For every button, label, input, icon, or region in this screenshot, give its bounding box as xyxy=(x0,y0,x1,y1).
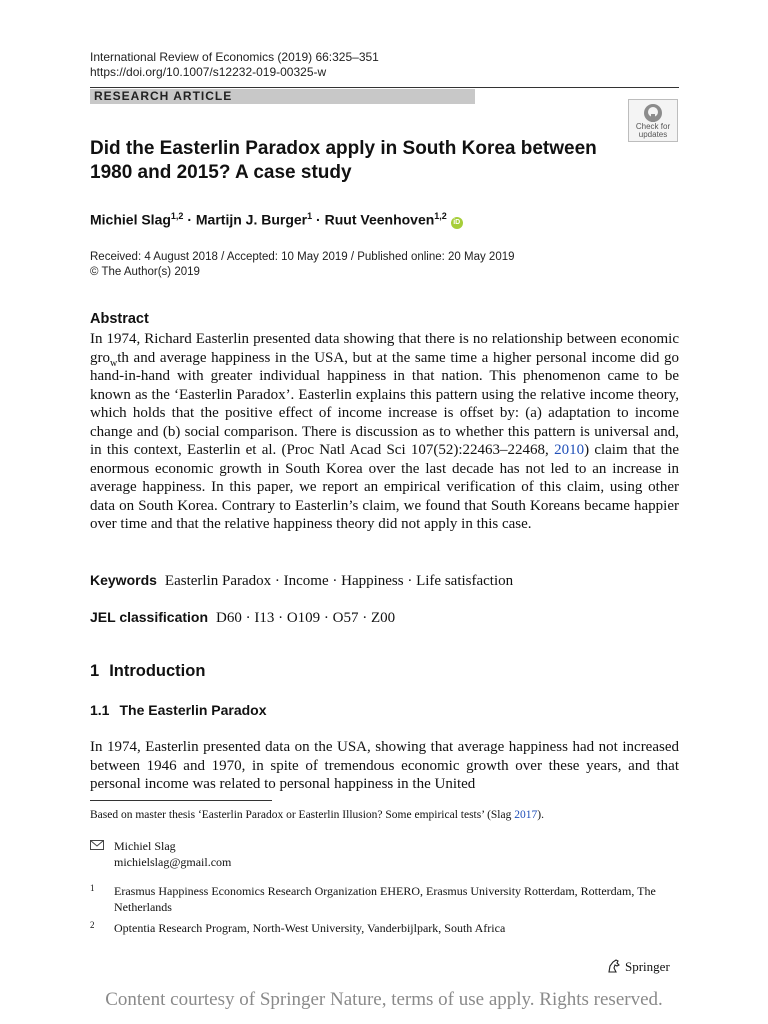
subsection-heading xyxy=(90,702,267,718)
check-for-updates-icon xyxy=(642,103,664,123)
publisher-name: Springer xyxy=(625,959,670,974)
springer-logo xyxy=(606,958,670,976)
affiliation xyxy=(90,920,679,936)
journal-citation: International Review of Economics (2019) 66:325–351 xyxy=(90,50,379,64)
affiliation-number: 2 xyxy=(90,920,95,930)
affiliation xyxy=(90,883,679,915)
keywords xyxy=(90,571,513,590)
author-name[interactable]: Martijn J. Burger xyxy=(195,211,308,228)
keywords-value: Easterlin Paradox · Income · Happiness · Life satisfaction xyxy=(164,573,514,589)
abstract-subscript: w xyxy=(110,357,118,369)
affiliation-text: Erasmus Happiness Economics Research Organization EHERO, Erasmus University Rotterdam, Rotterdam, The Netherlands xyxy=(114,884,656,914)
contact-name: Michiel Slag xyxy=(114,839,176,853)
keywords-label: Keywords xyxy=(90,572,157,588)
footnote-citation-link[interactable]: 2017 xyxy=(514,809,538,821)
author-affiliation-ref: 1 xyxy=(307,211,313,221)
abstract-heading: Abstract xyxy=(90,311,149,327)
footnote-text: Based on master thesis ‘Easterlin Paradox or Easterlin Illusion? Some empirical tests’ (Slag xyxy=(90,809,515,821)
affiliation-number: 1 xyxy=(90,883,95,893)
doi-link[interactable]: https://doi.org/10.1007/s12232-019-00325-w xyxy=(90,65,327,79)
history-dates: Received: 4 August 2018 / Accepted: 10 May 2019 / Published online: 20 May 2019 xyxy=(90,251,515,263)
footnote-end: ). xyxy=(537,809,544,821)
affiliation-text: Optentia Research Program, North-West University, Vanderbijlpark, South Africa xyxy=(114,921,506,935)
abstract-text: In 1974, Richard Easterlin presented data showing that there is no relationship between economic gro xyxy=(90,331,679,366)
contact-email[interactable]: michielslag@gmail.com xyxy=(114,855,232,869)
check-updates-label-1: Check for xyxy=(635,122,671,131)
subsection-number: 1.1 xyxy=(90,702,110,718)
author-separator: · xyxy=(187,211,192,228)
springer-horse-icon xyxy=(606,958,622,974)
orcid-icon[interactable]: iD xyxy=(451,217,463,229)
jel-label: JEL classification xyxy=(90,609,209,625)
author-affiliation-ref: 1,2 xyxy=(434,211,447,221)
abstract-text: ) claim that the enormous economic growth in South Korea over the last decade has not led to an increase in average happiness. In this paper, we report an empirical verification of this claim, using other data on South Korea. Contrary to Easterlin’s claim, we found that South Koreans became happier over time and that the relative happiness theory did not apply in this case. xyxy=(90,442,679,532)
article-type-bar: RESEARCH ARTICLE xyxy=(90,89,475,104)
abstract-text: th and average happiness in the USA, but at the same time a higher personal income did go hand-in-hand with greater individual happiness in that nation. This phenomenon came to be known as the ‘Easterlin Paradox’. Easterlin explains this pattern using the relative income theory, which holds that the positive effect of income increase is offset by: (a) adaptation to income change and (b) social comparison. There is discussion as to whether this pattern is universal and, in this context, Easterlin et al. (Proc Natl Acad Sci 107(52):22463–22468, xyxy=(90,349,679,458)
header-rule xyxy=(90,87,679,88)
citation-link[interactable]: 2010 xyxy=(554,442,585,458)
corresponding-author xyxy=(90,838,231,870)
author-name[interactable]: Ruut Veenhoven xyxy=(324,211,435,228)
author-name[interactable]: Michiel Slag xyxy=(90,211,171,228)
check-updates-label-2: updates xyxy=(638,130,668,139)
copyright-line: © The Author(s) 2019 xyxy=(90,266,200,278)
journal-header xyxy=(90,50,379,80)
courtesy-watermark: Content courtesy of Springer Nature, terms of use apply. Rights reserved. xyxy=(105,989,663,1010)
abstract-body xyxy=(90,330,679,534)
author-separator: · xyxy=(316,211,321,228)
article-title: Did the Easterlin Paradox apply in South Korea between 1980 and 2015? A case study xyxy=(90,138,597,183)
footnote-rule xyxy=(90,800,272,801)
section-number: 1 xyxy=(90,662,100,680)
section-title: Introduction xyxy=(109,662,206,680)
section-heading xyxy=(90,662,205,681)
jel-classification xyxy=(90,608,395,627)
publication-dates xyxy=(90,250,515,280)
author-affiliation-ref: 1,2 xyxy=(170,211,184,221)
author-list xyxy=(90,206,463,230)
check-for-updates-badge[interactable] xyxy=(628,99,678,142)
subsection-title: The Easterlin Paradox xyxy=(119,702,267,718)
jel-value: D60 · I13 · O109 · O57 · Z00 xyxy=(216,610,396,626)
footnote xyxy=(90,808,679,823)
envelope-icon xyxy=(90,840,104,850)
intro-paragraph: In 1974, Easterlin presented data on the USA, showing that average happiness had not increased between 1946 and 1970, in spite of tremendous economic growth over these years, and that personal income was related to personal happiness in the United xyxy=(90,739,679,792)
